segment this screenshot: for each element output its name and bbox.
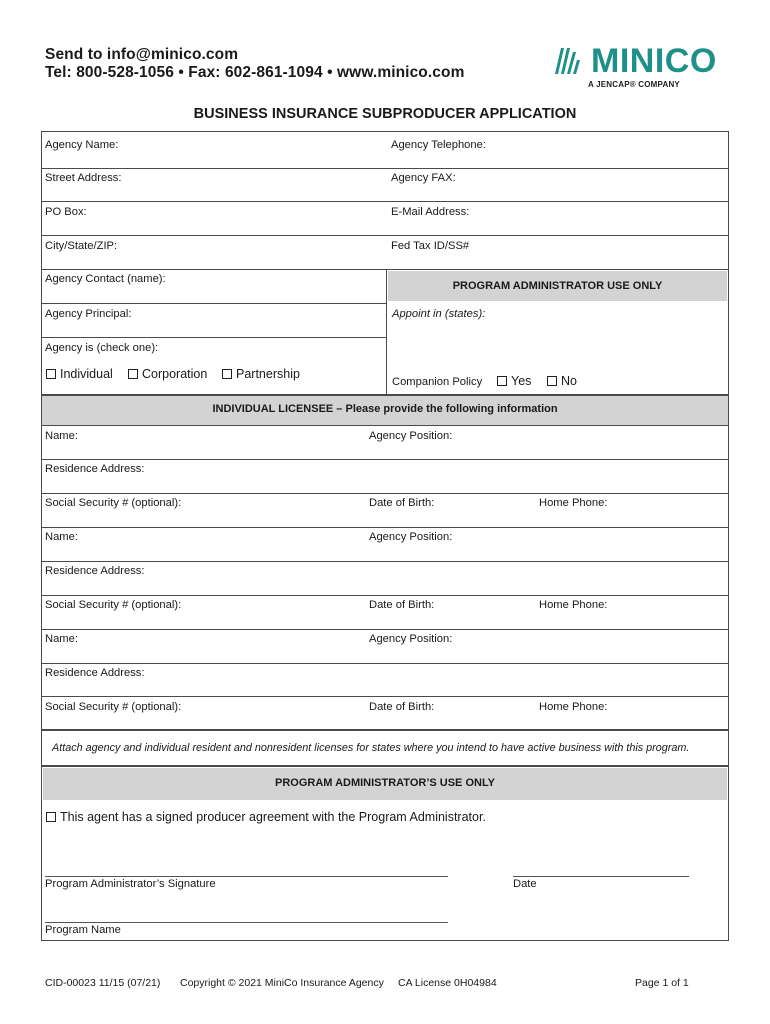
licensee-1-phone-field[interactable]: Home Phone: [539, 497, 608, 509]
licensee-2-phone-field[interactable]: Home Phone: [539, 599, 608, 611]
licensee-3-ssn-field[interactable]: Social Security # (optional): [45, 701, 182, 713]
email-address-field[interactable]: E-Mail Address: [391, 206, 470, 218]
street-address-field[interactable]: Street Address: [45, 172, 122, 184]
logo-subtitle: A JENCAP® COMPANY [588, 80, 680, 89]
logo-wordmark: MINICO [591, 42, 717, 80]
fed-tax-id-field[interactable]: Fed Tax ID/SS# [391, 240, 470, 252]
checkbox-icon [222, 369, 232, 379]
partnership-checkbox[interactable]: Partnership [222, 367, 300, 381]
program-name-line[interactable] [45, 922, 448, 923]
agency-fax-field[interactable]: Agency FAX: [391, 172, 456, 184]
licensee-2-position-field[interactable]: Agency Position: [369, 531, 453, 543]
licensee-1-name-field[interactable]: Name: [45, 430, 78, 442]
admin-signature-label: Program Administrator’s Signature [45, 878, 216, 890]
program-admin-box-header: PROGRAM ADMINISTRATOR USE ONLY [388, 271, 727, 301]
licensee-3-phone-field[interactable]: Home Phone: [539, 701, 608, 713]
licensee-3-dob-field[interactable]: Date of Birth: [369, 701, 435, 713]
individual-checkbox[interactable]: Individual [46, 367, 113, 381]
producer-agreement-checkbox[interactable]: This agent has a signed producer agreement with the Program Administrator. [46, 810, 486, 824]
minico-logo-mark-icon [551, 44, 591, 78]
companion-yes-checkbox[interactable]: Yes [497, 374, 531, 388]
companion-policy-label: Companion Policy [392, 376, 483, 388]
page-number: Page 1 of 1 [635, 977, 689, 989]
contact-phone-line: Tel: 800-528-1056 • Fax: 602-861-1094 • www.minico.com [45, 64, 465, 81]
agency-principal-field[interactable]: Agency Principal: [45, 308, 132, 320]
agency-contact-field[interactable]: Agency Contact (name): [45, 273, 166, 285]
agency-telephone-field[interactable]: Agency Telephone: [391, 139, 486, 151]
minico-logo [551, 44, 731, 92]
admin-signature-line[interactable] [45, 876, 448, 877]
program-name-label: Program Name [45, 924, 121, 936]
licensee-2-name-field[interactable]: Name: [45, 531, 78, 543]
licensee-2-residence-field[interactable]: Residence Address: [45, 565, 145, 577]
admin-use-header: PROGRAM ADMINISTRATOR’S USE ONLY [43, 768, 727, 800]
licensee-2-ssn-field[interactable]: Social Security # (optional): [45, 599, 182, 611]
companion-no-checkbox[interactable]: No [547, 374, 577, 388]
checkbox-icon [46, 369, 56, 379]
agency-name-field[interactable]: Agency Name: [45, 139, 119, 151]
attach-licenses-note: Attach agency and individual resident and nonresident licenses for states where you intend to have active business with this program. [52, 742, 690, 754]
contact-email-line: Send to info@minico.com [45, 46, 239, 63]
checkbox-icon [128, 369, 138, 379]
form-id: CID-00023 11/15 (07/21) [45, 977, 161, 989]
licensee-3-name-field[interactable]: Name: [45, 633, 78, 645]
licensee-2-dob-field[interactable]: Date of Birth: [369, 599, 435, 611]
licensee-1-dob-field[interactable]: Date of Birth: [369, 497, 435, 509]
licensee-3-position-field[interactable]: Agency Position: [369, 633, 453, 645]
checkbox-icon [497, 376, 507, 386]
document-title: BUSINESS INSURANCE SUBPRODUCER APPLICATION [193, 106, 577, 122]
licensee-1-residence-field[interactable]: Residence Address: [45, 463, 145, 475]
copyright: Copyright © 2021 MiniCo Insurance Agency [180, 977, 384, 989]
date-label: Date [513, 878, 537, 890]
license-number: CA License 0H04984 [398, 977, 497, 989]
checkbox-icon [547, 376, 557, 386]
appoint-in-states-field[interactable]: Appoint in (states): [392, 308, 486, 320]
city-state-zip-field[interactable]: City/State/ZIP: [45, 240, 118, 252]
checkbox-icon [46, 812, 56, 822]
licensee-1-ssn-field[interactable]: Social Security # (optional): [45, 497, 182, 509]
licensee-3-residence-field[interactable]: Residence Address: [45, 667, 145, 679]
po-box-field[interactable]: PO Box: [45, 206, 87, 218]
corporation-checkbox[interactable]: Corporation [128, 367, 207, 381]
licensee-section [41, 395, 729, 730]
date-line[interactable] [513, 876, 689, 877]
licensee-header: INDIVIDUAL LICENSEE – Please provide the following information [42, 396, 728, 425]
licensee-1-position-field[interactable]: Agency Position: [369, 430, 453, 442]
agency-type-label: Agency is (check one): [45, 342, 159, 354]
